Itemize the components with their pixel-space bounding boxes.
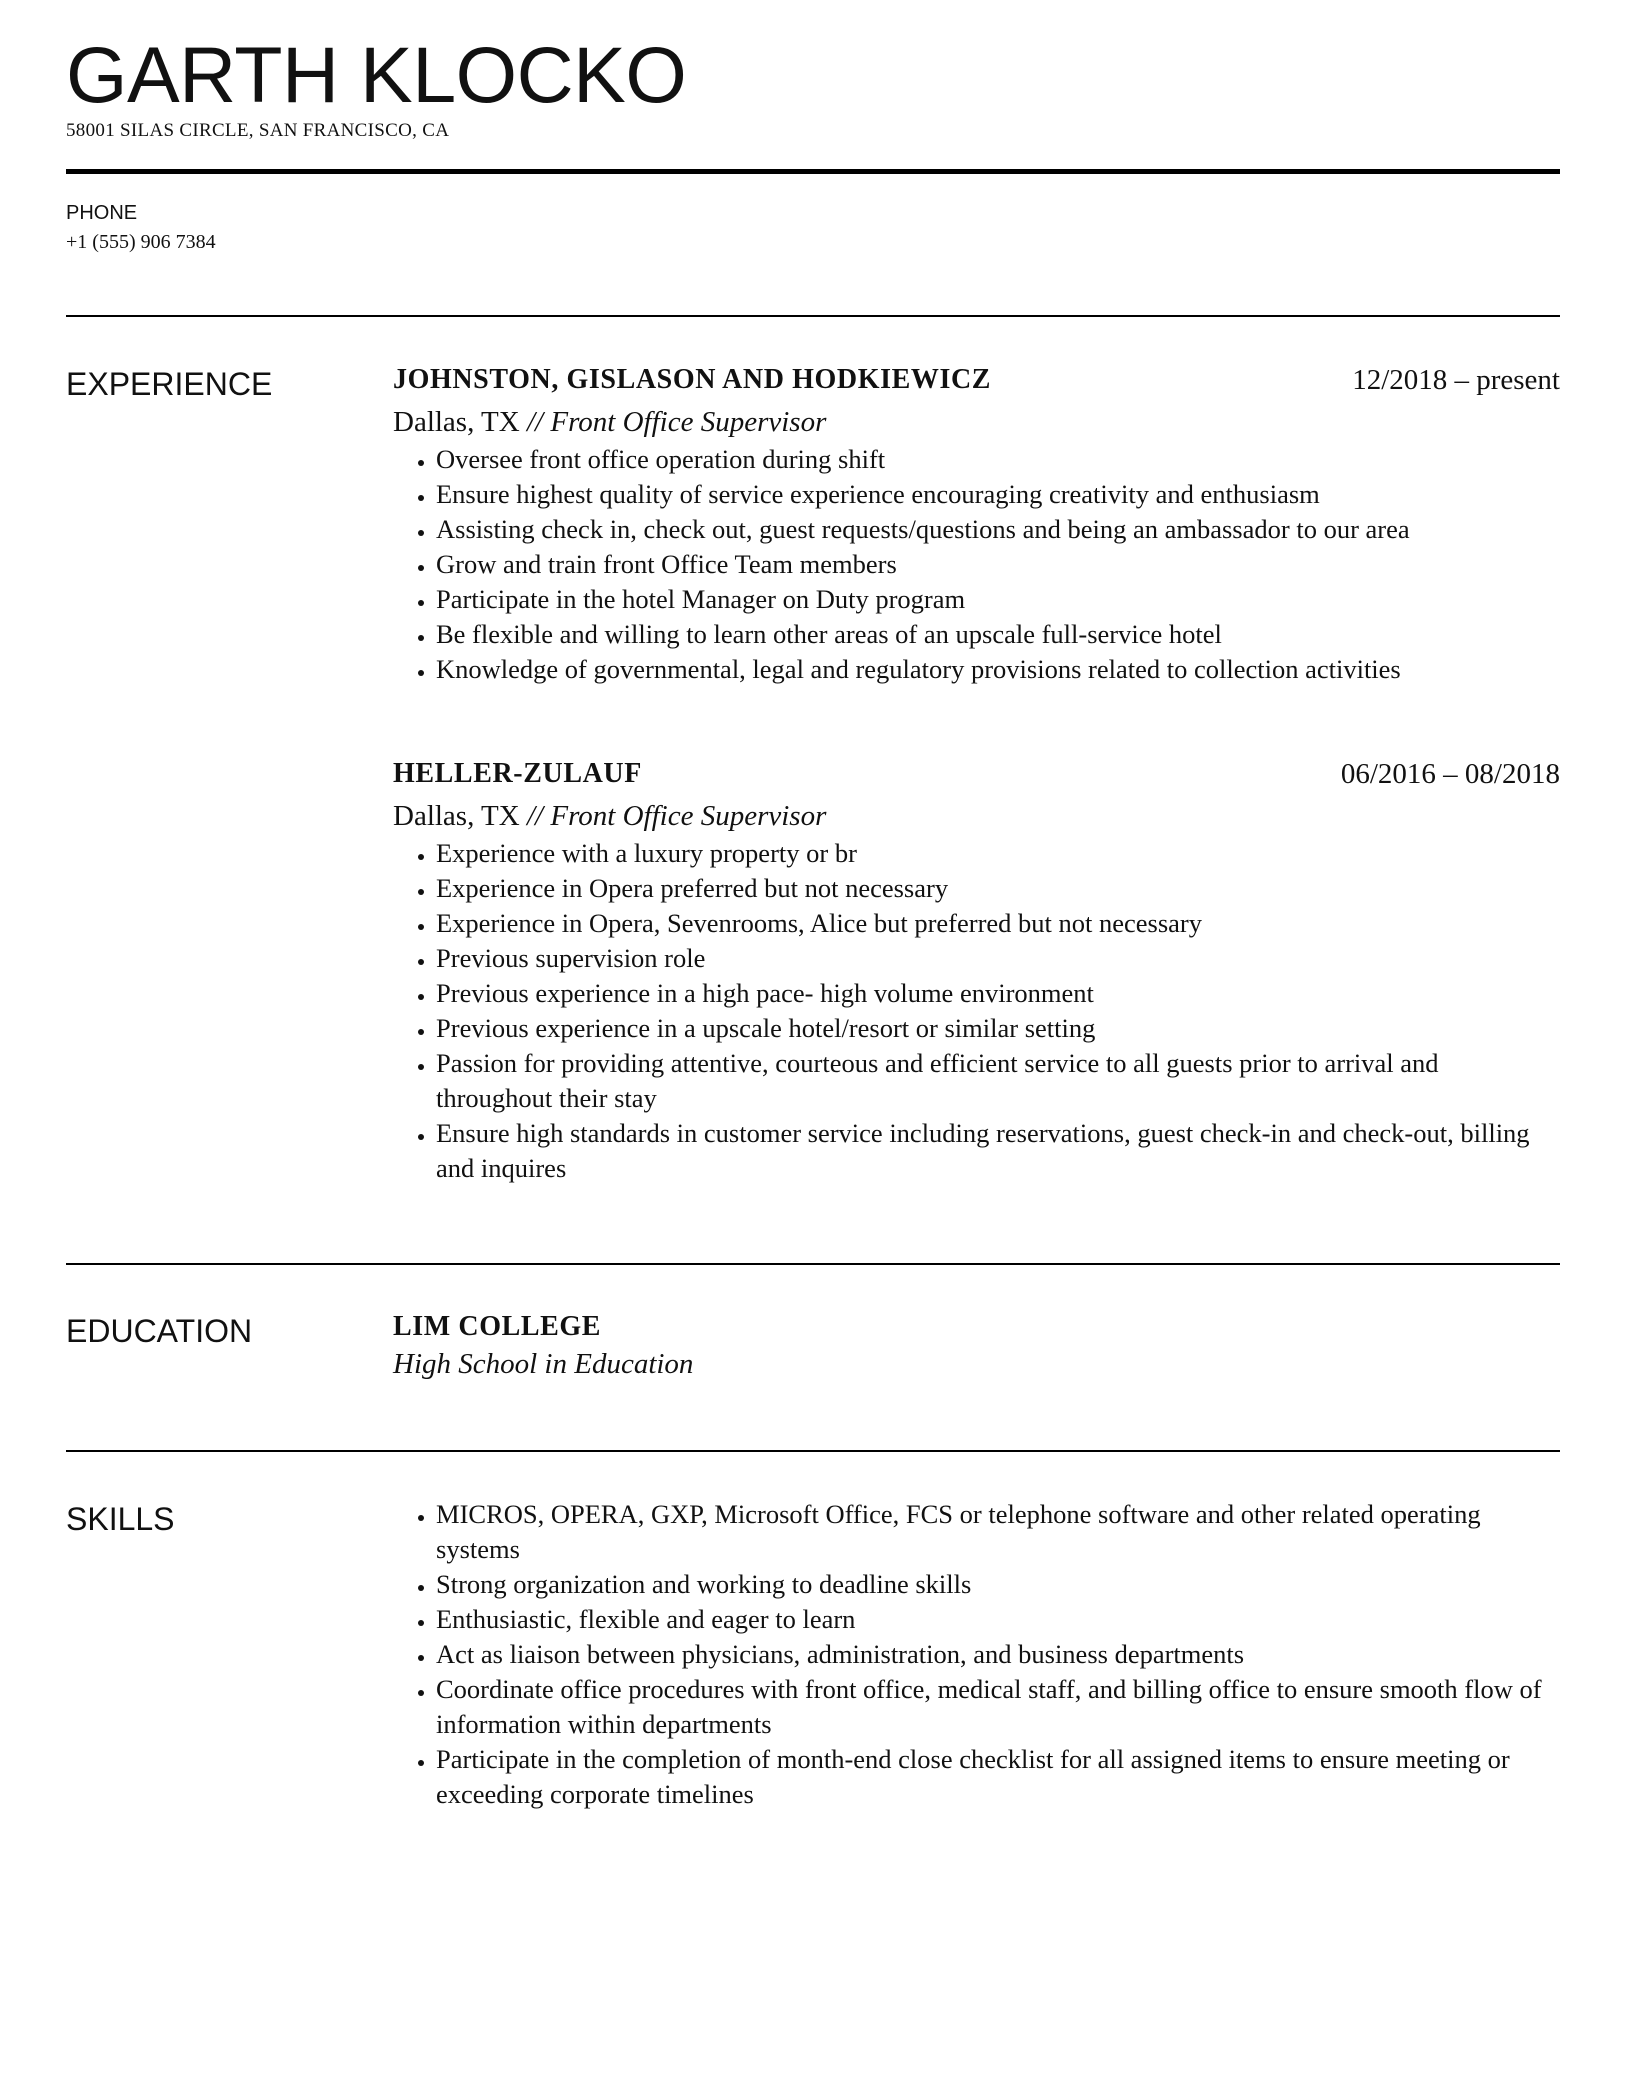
job-role: Front Office Supervisor [550, 800, 827, 832]
list-item: • Previous experience in a high pace- high volume environment [436, 976, 1560, 1011]
job-location: Dallas, TX [393, 800, 520, 832]
section-divider [66, 1263, 1560, 1265]
list-item: • Ensure highest quality of service experience encouraging creativity and enthusiasm [436, 477, 1560, 512]
list-item: • Experience with a luxury property or br [436, 836, 1560, 871]
job-dates: 12/2018 – present [1352, 364, 1560, 396]
education-entry [393, 1311, 1560, 1385]
list-item: • Enthusiastic, flexible and eager to learn [436, 1602, 1560, 1637]
list-item: • Experience in Opera preferred but not necessary [436, 871, 1560, 906]
list-item: • Grow and train front Office Team members [436, 547, 1560, 582]
list-item: • MICROS, OPERA, GXP, Microsoft Office, FCS or telephone software and other related operating systems [436, 1497, 1560, 1567]
school-name: LIM COLLEGE [393, 1311, 602, 1342]
job-dates: 06/2016 – 08/2018 [1340, 758, 1560, 790]
job-header [393, 758, 1560, 796]
list-item: • Coordinate office procedures with front office, medical staff, and billing office to ensure smooth flow of information within departments [436, 1672, 1560, 1742]
education-title: EDUCATION [66, 1313, 253, 1349]
job-separator: // [519, 800, 551, 832]
job-separator: // [519, 406, 551, 438]
job-role: Front Office Supervisor [550, 406, 827, 438]
list-item: • Previous experience in a upscale hotel/resort or similar setting [436, 1011, 1560, 1046]
job-bullets [393, 836, 1560, 1186]
list-item: • Knowledge of governmental, legal and regulatory provisions related to collection activities [436, 652, 1560, 687]
header-divider [66, 169, 1560, 174]
list-item: • Assisting check in, check out, guest requests/questions and being an ambassador to our area [436, 512, 1560, 547]
list-item: • Experience in Opera, Sevenrooms, Alice but preferred but not necessary [436, 906, 1560, 941]
skills-entry [393, 1497, 1560, 1812]
section-divider [66, 315, 1560, 317]
phone-label: PHONE [66, 202, 138, 224]
job-subline [393, 796, 1560, 836]
phone-value: +1 (555) 906 7384 [66, 231, 216, 253]
job-bullets [393, 442, 1560, 687]
list-item: • Participate in the completion of month-end close checklist for all assigned items to ensure meeting or exceeding corporate timelines [436, 1742, 1560, 1812]
section-divider [66, 1450, 1560, 1452]
list-item: • Previous supervision role [436, 941, 1560, 976]
candidate-name: GARTH KLOCKO [66, 30, 687, 119]
job-entry [393, 364, 1560, 687]
degree: High School in Education [393, 1348, 694, 1380]
list-item: • Act as liaison between physicians, administration, and business departments [436, 1637, 1560, 1672]
job-entry [393, 758, 1560, 1186]
experience-title: EXPERIENCE [66, 366, 273, 402]
skills-title: SKILLS [66, 1501, 175, 1537]
list-item: • Participate in the hotel Manager on Duty program [436, 582, 1560, 617]
list-item: • Strong organization and working to deadline skills [436, 1567, 1560, 1602]
list-item: • Ensure high standards in customer service including reservations, guest check-in and check-out, billing and inquires [436, 1116, 1560, 1186]
list-item: • Be flexible and willing to learn other areas of an upscale full-service hotel [436, 617, 1560, 652]
list-item: • Oversee front office operation during shift [436, 442, 1560, 477]
company-name: JOHNSTON, GISLASON AND HODKIEWICZ [393, 364, 992, 395]
job-header [393, 364, 1560, 402]
company-name: HELLER-ZULAUF [393, 758, 642, 789]
list-item: • Passion for providing attentive, courteous and efficient service to all guests prior to arrival and throughout their stay [436, 1046, 1560, 1116]
job-subline [393, 402, 1560, 442]
skills-list [393, 1497, 1560, 1812]
candidate-address: 58001 SILAS CIRCLE, SAN FRANCISCO, CA [66, 120, 450, 141]
job-location: Dallas, TX [393, 406, 520, 438]
